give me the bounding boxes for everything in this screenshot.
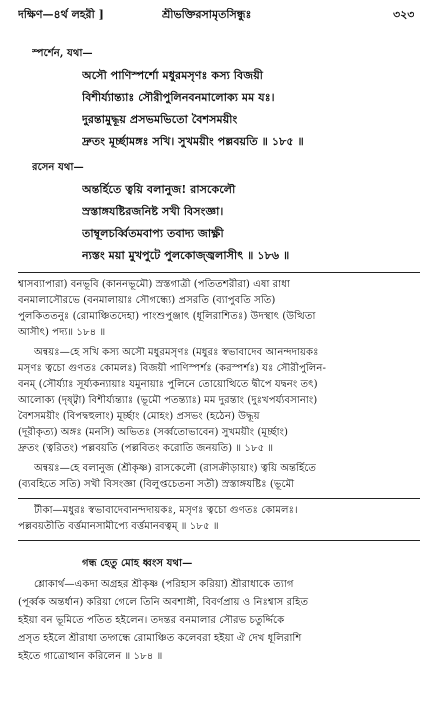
section-label-smell: গন্ধ হেতু মোহ ধ্বংস যথা— bbox=[82, 557, 193, 569]
translation-line: (পূর্ব্বক অন্তর্ধান) করিয়া গেলে তিনি অবশাঙ্গী, বিবর্ণপ্রায় ও নিঃশ্বাস রহিত bbox=[18, 597, 309, 608]
commentary-line: আসীৎ) পদ্য॥ ১৮৪ ॥ bbox=[18, 327, 106, 338]
translation-line: হইয়া বন ভূমিতে পতিত হইলেন। তদন্তর বনমালার সৌরভ চতুর্দ্দিকে bbox=[18, 615, 285, 626]
verse-line: অসৌ পাণিস্পর্শো মধুরমসৃণঃ কস্য বিজয়ী bbox=[82, 68, 264, 82]
page-number: ৩২৩ bbox=[393, 8, 415, 21]
anvaya-line: (ব্যবহিতে সতি) সখী বিসংজ্ঞা (বিলুপ্তচেতনা সতী) স্রস্তাঙ্গযষ্টিঃ (ভূমৌ bbox=[18, 479, 295, 490]
verse-line: দ্রুতং মূর্চ্ছামঙ্গঃ সখি। সুখময়ীং পল্লবয়তি ॥ ১৮৫ ॥ bbox=[82, 134, 304, 148]
tika-line: পল্লবয়তীতি বর্ত্তমানসামীপ্যে বর্ত্তমানবত্বম্ ॥ ১৮৫ ॥ bbox=[18, 521, 219, 532]
commentary-line: পুলকিততনুঃ (রোমাঞ্চিতদেহা) পাংশুপুঞ্জাৎ (ধূলিরাশিতঃ) উদস্থাৎ (উত্থিতা bbox=[18, 311, 316, 322]
divider bbox=[18, 498, 420, 499]
section-label-taste: রসেন যথা— bbox=[32, 161, 84, 173]
anvaya-line: দ্রুতং (ত্বরিতং) পল্লবয়তি (পল্লবিতং করোতি জনয়তি) ॥ ১৮৫ ॥ bbox=[18, 443, 274, 454]
divider bbox=[18, 272, 420, 273]
translation-line: হইতে গাত্রোত্থান করিলেন ॥ ১৮৪ ॥ bbox=[18, 651, 163, 662]
anvaya-line: অন্বয়ঃ—হে সখি কস্য অসৌ মধুরমসৃণঃ (মধুরঃ স্বভাবাদেব আনন্দদায়কঃ bbox=[34, 347, 319, 358]
translation-line: প্রসৃত হইলে শ্রীরাধা তদ্গন্ধে রোমাঞ্চিত কলেবরা হইয়া ঐ দেখ ধূলিরাশি bbox=[18, 633, 302, 644]
tika-line: টীকা—মধুরঃ স্বভাবাদেবানন্দদায়কঃ, মসৃণঃ ত্বচো গুণতঃ কোমলঃ। bbox=[34, 505, 298, 516]
commentary-line: বনমালাসৌরভে (বনমালায়াঃ সৌগন্ধ্যে) প্রসরতি (ব্যাপুবতি সতি) bbox=[18, 295, 276, 306]
anvaya-line: মসৃণঃ ত্বচো গুণতঃ কোমলঃ) বিজয়ী পাণিস্পর্শঃ (করস্পর্শঃ) যঃ সৌরীপুলিন- bbox=[18, 363, 326, 374]
section-label-touch: স্পর্শেন, যথা— bbox=[32, 47, 93, 59]
anvaya-line: বনম্ (সৌর্য্যাঃ সূর্য্যকন্যায়াঃ যমুনায়াঃ পুলিনে তোয়োত্থিতে দ্বীপে যদ্বনং তৎ) bbox=[18, 379, 318, 390]
anvaya-line: (দূরীকৃত্য) অঙ্গঃ (মনসি) অভিতঃ (সর্ব্বতোভাবেন) সুখময়ীং (মূর্চ্ছাং) bbox=[18, 427, 288, 438]
divider bbox=[18, 540, 420, 541]
anvaya-line: অন্বয়ঃ—হে বলানুজ (শ্রীকৃষ্ণ) রাসকেলৌ (রাসক্রীড়ায়াং) ত্বয়ি অন্তর্হিতে bbox=[34, 463, 317, 474]
translation-line: শ্লোকার্থ—একদা অগ্রহর শ্রীকৃষ্ণ (পরিহাস করিয়া) শ্রীরাধাকে ত্যাগ bbox=[34, 579, 294, 590]
verse-line: দুরন্তামুদ্ধূয় প্রসভমভিতো বৈশসময়ীং bbox=[82, 112, 238, 126]
commentary-line: শ্বাসব্যাপারা) বনভূবি (কাননভূমৌ) স্রস্তগাত্রী (পতিতশরীরা) এষা রাধা bbox=[18, 279, 290, 290]
verse-line: তাম্বূলচর্ব্বিতমবাপ্য তবাদ্য জাক্ষ্ণী bbox=[82, 226, 224, 240]
running-header-title: শ্রীভক্তিরসামৃতসিন্ধুঃ bbox=[162, 8, 252, 21]
anvaya-line: আলোক্য (দৃষ্ট্বা) বিশীর্য্যন্ত্যাঃ (ভূমৌ পতন্ত্যাঃ) মম দুরন্তাং (দুঃখপর্য্যবসানাং) bbox=[18, 395, 318, 406]
verse-line: ন্যস্তং ময়া মুখপুটে পুলকোজ্জ্বলাসীৎ ॥ ১৮৬ ॥ bbox=[82, 248, 290, 262]
verse-line: বিশীর্য্যান্ত্যাঃ সৌরীপুলিনবনমালোক্য মম যঃ। bbox=[82, 90, 275, 104]
running-header-left: দক্ষিণ—৪র্থ লহরী ] bbox=[18, 8, 104, 21]
anvaya-line: বৈশসময়ীং (বিপদ্বহুলাং) মূর্চ্ছাং (মোহং) প্রসভং (হঠেন) উদ্ধূয় bbox=[18, 411, 260, 422]
verse-line: স্রস্তাঙ্গযষ্টিরজনিষ্ট সখী বিসংজ্ঞা। bbox=[82, 204, 224, 218]
verse-line: অন্তর্হিতে ত্বয়ি বলানুজ! রাসকেলৌ bbox=[82, 182, 236, 196]
